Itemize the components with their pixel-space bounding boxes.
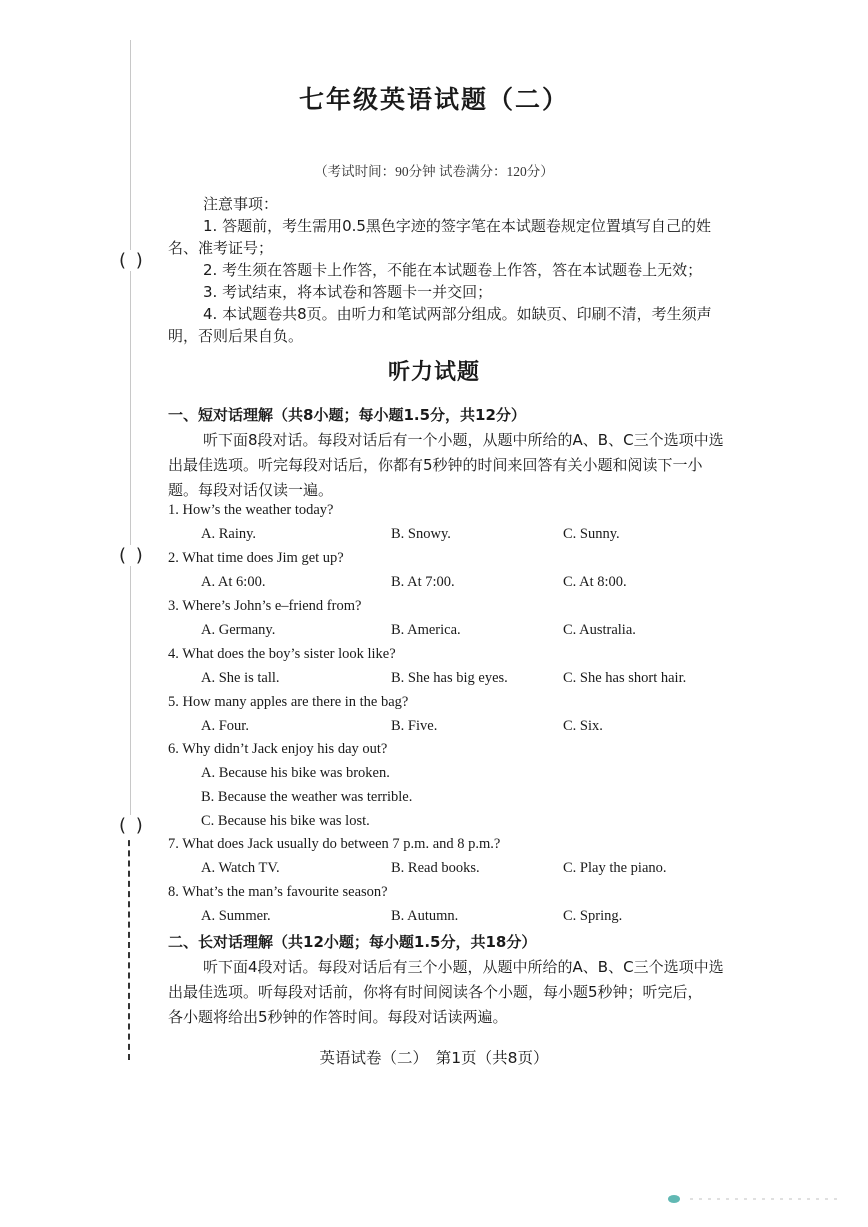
- watermark-mark: [668, 1195, 680, 1203]
- question-4: 4. What does the boy’s sister look like?: [168, 646, 396, 662]
- margin-blank-1: ( ): [119, 250, 145, 271]
- option-b: B. Five.: [391, 718, 438, 734]
- question-3: 3. Where’s John’s e–friend from?: [168, 598, 362, 614]
- option-a: A. She is tall.: [201, 670, 280, 686]
- binding-margin-line: [130, 40, 131, 820]
- option-b: B. She has big eyes.: [391, 670, 508, 686]
- option-c: C. Play the piano.: [563, 860, 667, 876]
- question-2: 2. What time does Jim get up?: [168, 550, 344, 566]
- part2-instruction: 出最佳选项。听每段对话前，你将有时间阅读各个小题，每小题5秒钟；听完后，: [168, 983, 703, 1001]
- section-title: 听力试题: [387, 360, 480, 385]
- option-a: A. Germany.: [201, 622, 276, 638]
- option-b: B. America.: [391, 622, 461, 638]
- part2-heading: 二、长对话理解（共12小题；每小题1.5分，共18分）: [168, 933, 537, 951]
- part1-instruction: 听下面8段对话。每段对话后有一个小题，从题中所给的A、B、C三个选项中选: [203, 431, 724, 449]
- notice-line: 明，否则后果自负。: [168, 327, 304, 345]
- notice-line: 名、准考证号；: [168, 239, 274, 257]
- notice-line: 4. 本试题卷共8页。由听力和笔试两部分组成。如缺页、印刷不清，考生须声: [203, 305, 712, 323]
- option-a: A. Watch TV.: [201, 860, 280, 876]
- option-c: C. Because his bike was lost.: [201, 813, 370, 829]
- watermark-dots: [690, 1198, 840, 1200]
- option-b: B. Because the weather was terrible.: [201, 789, 413, 805]
- question-7: 7. What does Jack usually do between 7 p.m. and 8 p.m.?: [168, 836, 501, 852]
- option-c: C. Sunny.: [563, 526, 620, 542]
- binding-margin-dashed-line: [128, 830, 130, 1060]
- option-a: A. Four.: [201, 718, 249, 734]
- option-b: B. Snowy.: [391, 526, 451, 542]
- page-title: 七年级英语试题（二）: [298, 87, 569, 114]
- notice-line: 3. 考试结束，将本试卷和答题卡一并交回；: [203, 283, 493, 301]
- option-c: C. She has short hair.: [563, 670, 687, 686]
- option-a: A. Rainy.: [201, 526, 257, 542]
- part2-instruction: 听下面4段对话。每段对话后有三个小题，从题中所给的A、B、C三个选项中选: [203, 958, 724, 976]
- option-a: A. Summer.: [201, 908, 271, 924]
- option-b: B. At 7:00.: [391, 574, 455, 590]
- option-c: C. Spring.: [563, 908, 623, 924]
- option-a: A. At 6:00.: [201, 574, 266, 590]
- margin-blank-3: ( ): [119, 815, 145, 836]
- option-a: A. Because his bike was broken.: [201, 765, 390, 781]
- notice-line: 1. 答题前，考生需用0.5黑色字迹的签字笔在本试题卷规定位置填写自己的姓: [203, 217, 711, 235]
- question-1: 1. How’s the weather today?: [168, 502, 334, 518]
- page-footer: 英语试卷（二） 第1页（共8页）: [319, 1049, 549, 1067]
- option-b: B. Autumn.: [391, 908, 459, 924]
- part1-instruction: 出最佳选项。听完每段对话后，你都有5秒钟的时间来回答有关小题和阅读下一小: [168, 456, 703, 474]
- exam-info: （考试时间：90分钟 试卷满分：120分）: [314, 164, 554, 179]
- question-5: 5. How many apples are there in the bag?: [168, 694, 409, 710]
- option-c: C. At 8:00.: [563, 574, 627, 590]
- option-b: B. Read books.: [391, 860, 480, 876]
- option-c: C. Six.: [563, 718, 603, 734]
- question-6: 6. Why didn’t Jack enjoy his day out?: [168, 741, 388, 757]
- part1-instruction: 题。每段对话仅读一遍。: [168, 481, 334, 499]
- question-8: 8. What’s the man’s favourite season?: [168, 884, 388, 900]
- notice-heading: 注意事项：: [203, 195, 279, 213]
- option-c: C. Australia.: [563, 622, 636, 638]
- part2-instruction: 各小题将给出5秒钟的作答时间。每段对话读两遍。: [168, 1008, 508, 1026]
- margin-blank-2: ( ): [119, 545, 145, 566]
- notice-line: 2. 考生须在答题卡上作答，不能在本试题卷上作答，答在本试题卷上无效；: [203, 261, 703, 279]
- part1-heading: 一、短对话理解（共8小题；每小题1.5分，共12分）: [168, 406, 526, 424]
